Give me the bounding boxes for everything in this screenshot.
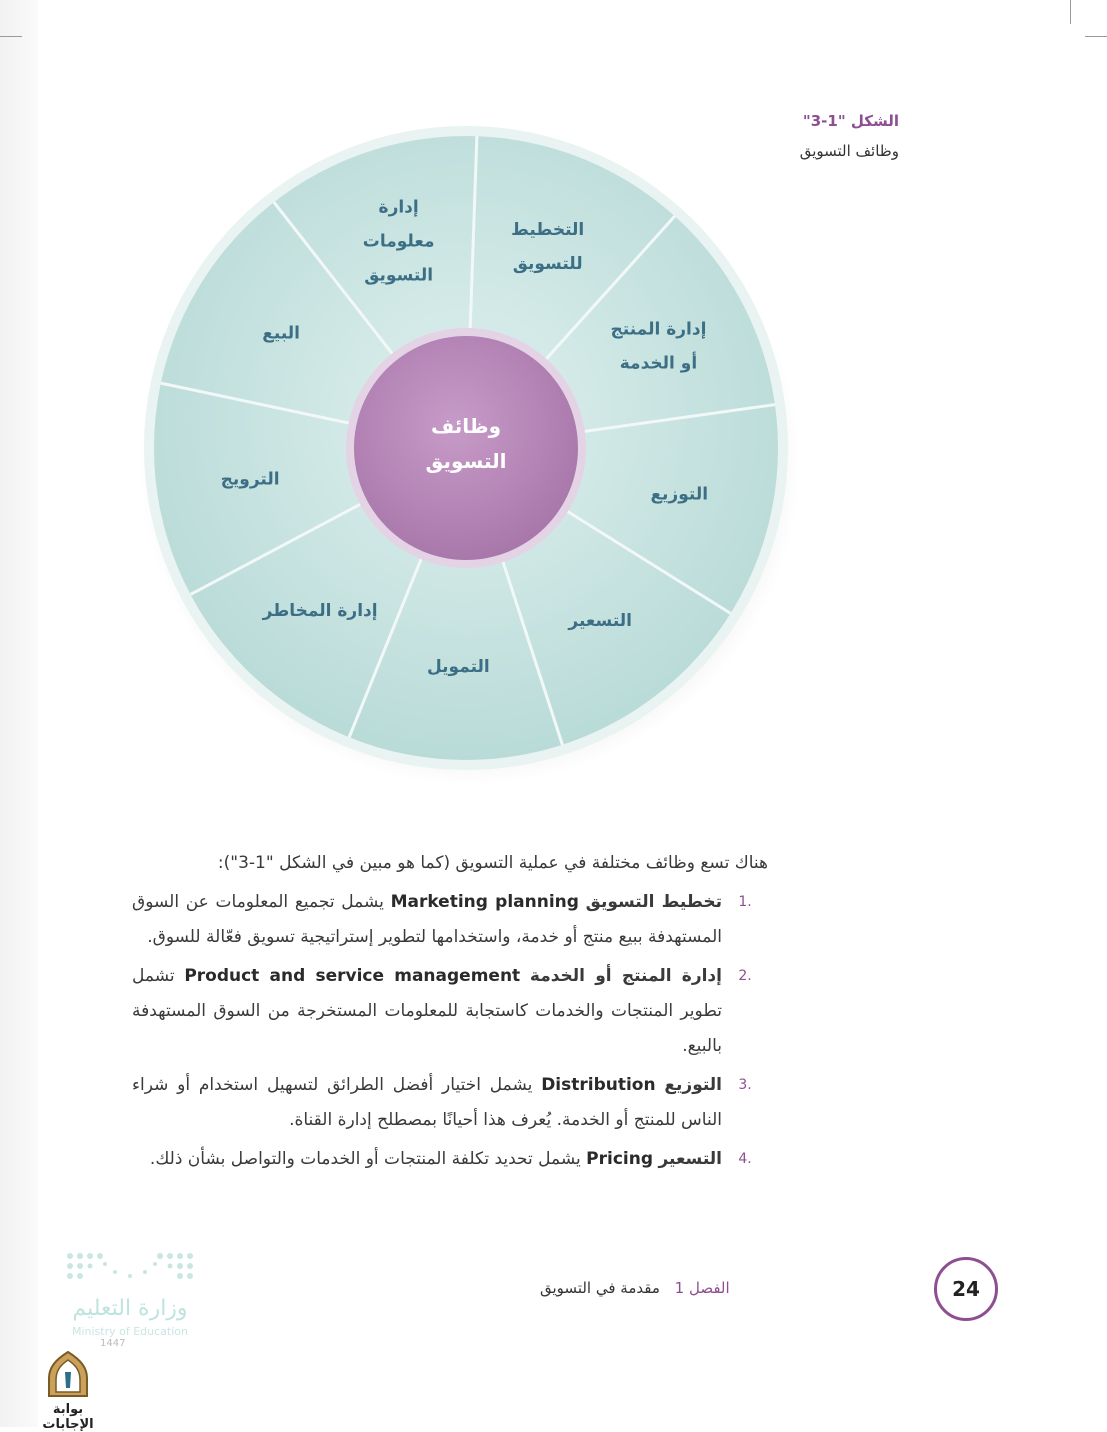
ministry-dots-icon: [60, 1250, 200, 1286]
item-term-ar: تخطيط التسويق: [585, 892, 722, 912]
item-description: يشمل تجميع المعلومات عن السوق المستهدفة ببيع منتج أو خدمة، واستخدامها لتطوير إستراتيجية تسويق فعّالة للسوق.: [132, 892, 722, 947]
list-item: [132, 1142, 768, 1177]
segment-label: البيع: [262, 323, 300, 344]
chapter-label: الفصل 1: [674, 1279, 730, 1297]
hub-label-line-1: وظائف: [430, 414, 502, 438]
item-description: تشمل تطوير المنتجات والخدمات كاستجابة للمعلومات المستخرجة من السوق المستهدفة بالبيع.: [132, 966, 722, 1056]
list-item: [132, 959, 768, 1064]
chapter-title: مقدمة في التسويق: [540, 1279, 660, 1297]
crop-mark: [1070, 0, 1071, 24]
site-logo: [28, 1350, 108, 1432]
ministry-year: 1447: [100, 1338, 126, 1349]
figure-caption: [800, 112, 899, 160]
hub-label-line-2: التسويق: [425, 449, 507, 473]
item-number: .4: [738, 1151, 752, 1167]
ministry-logo: [60, 1250, 200, 1349]
intro-paragraph: هناك تسع وظائف مختلفة في عملية التسويق (كما هو مبين في الشكل "1-3"):: [217, 853, 768, 873]
figure-title: وظائف التسويق: [799, 142, 899, 160]
segment-label: إدارة: [378, 197, 419, 218]
page-number: 24: [934, 1257, 998, 1321]
mosque-emblem-icon: [43, 1350, 93, 1398]
item-term-en: Marketing planning: [390, 892, 579, 912]
item-number: .1: [738, 894, 752, 910]
item-description: يشمل تحديد تكلفة المنتجات أو الخدمات والتواصل بشأن ذلك.: [149, 1149, 581, 1169]
item-term-en: Product and service management: [184, 966, 521, 986]
figure-number: الشكل "1-3": [802, 112, 899, 130]
item-term-ar: إدارة المنتج أو الخدمة: [529, 966, 722, 986]
body-text: [132, 846, 768, 1181]
item-description: يشمل اختيار أفضل الطرائق لتسهيل استخدام أو شراء الناس للمنتج أو الخدمة. يُعرف هذا أحيانًا بمصطلح إدارة القناة.: [132, 1075, 722, 1130]
segment-label: التسويق: [364, 265, 434, 286]
item-term-en: Pricing: [586, 1149, 654, 1169]
item-number: .3: [738, 1077, 752, 1093]
ministry-name-en: Ministry of Education: [71, 1325, 188, 1338]
list-item: [132, 1068, 768, 1138]
segment-label: الترويج: [220, 469, 280, 490]
item-number: .2: [738, 968, 752, 984]
item-term-ar: التوزيع: [664, 1075, 723, 1095]
page-footer: [540, 1279, 730, 1297]
page-edge-strip: [0, 0, 38, 1427]
marketing-functions-wheel: [140, 110, 800, 790]
site-name: بوابة الإجابات: [42, 1402, 94, 1432]
segment-label: للتسويق: [512, 253, 583, 274]
segment-label: معلومات: [362, 231, 435, 252]
segment-label: إدارة المنتج: [610, 319, 707, 340]
segment-label: التمويل: [427, 656, 490, 677]
segment-label: التخطيط: [511, 219, 585, 240]
hub-circle: [354, 336, 578, 560]
segment-label: إدارة المخاطر: [262, 601, 378, 622]
ministry-name-ar: وزارة التعليم: [72, 1296, 188, 1321]
function-list: [132, 885, 768, 1177]
segment-label: التوزيع: [650, 484, 709, 505]
crop-mark: [1085, 36, 1107, 37]
item-term-ar: التسعير: [658, 1149, 722, 1169]
crop-mark: [0, 36, 22, 37]
segment-label: التسعير: [568, 610, 632, 631]
list-item: [132, 885, 768, 955]
item-term-en: Distribution: [541, 1075, 656, 1095]
segment-label: أو الخدمة: [619, 353, 698, 374]
